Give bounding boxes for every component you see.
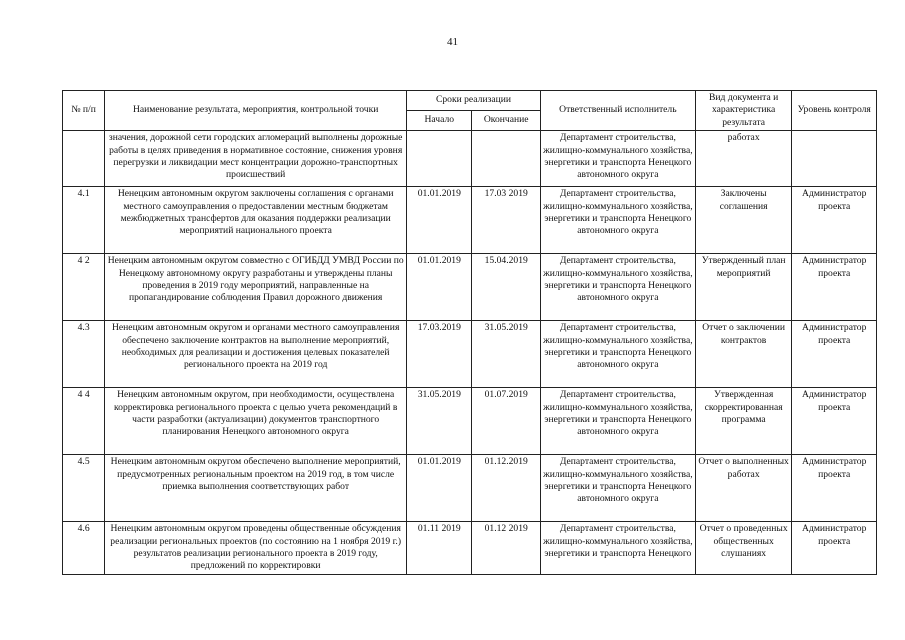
cell-doc: Утвержденный план мероприятий xyxy=(695,254,792,321)
cell-name: Ненецким автономным округом, при необходимости, осуществлена корректировка регионального проекта с целью учета рекомендаций в части разработки (актуализации) документов транспортного планирования Ненецкого автономного округа xyxy=(105,388,407,455)
cell-end: 01.07.2019 xyxy=(472,388,540,455)
table-row xyxy=(63,187,877,254)
table-header xyxy=(63,91,877,131)
cell-doc: Отчет о проведенных общественных слушаниях xyxy=(695,522,792,575)
cell-responsible: Департамент строительства, жилищно-коммунального хозяйства, энергетики и транспорта Ненецкого автономного округа xyxy=(540,321,695,388)
cell-start xyxy=(407,131,472,187)
cell-doc: работах xyxy=(695,131,792,187)
cell-num: 4 4 xyxy=(63,388,105,455)
cell-num: 4.6 xyxy=(63,522,105,575)
cell-start: 01.11 2019 xyxy=(407,522,472,575)
header-period: Сроки реализации xyxy=(407,91,541,111)
cell-name: Ненецким автономным округом проведены общественные обсуждения реализации региональных проектов (по состоянию на 1 ноября 2019 г.) результатов реализации регионального проекта в 2019 году, предложений по корректировки xyxy=(105,522,407,575)
cell-end: 31.05.2019 xyxy=(472,321,540,388)
header-name: Наименование результата, мероприятия, контрольной точки xyxy=(105,91,407,131)
cell-responsible: Департамент строительства, жилищно-коммунального хозяйства, энергетики и транспорта Ненецкого автономного округа xyxy=(540,254,695,321)
cell-num: 4 2 xyxy=(63,254,105,321)
cell-num xyxy=(63,131,105,187)
header-responsible: Ответственный исполнитель xyxy=(540,91,695,131)
table-row xyxy=(63,455,877,522)
table-row xyxy=(63,321,877,388)
cell-num: 4.3 xyxy=(63,321,105,388)
cell-start: 31.05.2019 xyxy=(407,388,472,455)
cell-start: 01.01.2019 xyxy=(407,455,472,522)
cell-name: Ненецким автономным округом и органами местного самоуправления обеспечено заключение контрактов на выполнение мероприятий, необходимых для реализации и достижения целевых показателей регионального проекта на 2019 год xyxy=(105,321,407,388)
table-row xyxy=(63,388,877,455)
page-number: 41 xyxy=(447,36,458,48)
cell-responsible: Департамент строительства, жилищно-коммунального хозяйства, энергетики и транспорта Ненецкого xyxy=(540,522,695,575)
cell-start: 01.01.2019 xyxy=(407,254,472,321)
table-row-continuation xyxy=(63,131,877,187)
cell-end: 01.12 2019 xyxy=(472,522,540,575)
cell-doc: Утвержденная скорректированная программа xyxy=(695,388,792,455)
cell-end: 15.04.2019 xyxy=(472,254,540,321)
table-row xyxy=(63,522,877,575)
cell-name: Ненецким автономным округом заключены соглашения с органами местного самоуправления о предоставлении местным бюджетам межбюджетных трансфертов для оказания поддержки реализации мероприятий национального проекта xyxy=(105,187,407,254)
cell-doc: Отчет о выполненных работах xyxy=(695,455,792,522)
cell-level: Администратор проекта xyxy=(792,522,877,575)
cell-name: Ненецким автономным округом совместно с ОГИБДД УМВД России по Ненецкому автономному округу разработаны и утверждены планы проведения в 2019 году мероприятий, направленные на пропагандирование соблюдения Правил дорожного движения xyxy=(105,254,407,321)
cell-num: 4.1 xyxy=(63,187,105,254)
table-row xyxy=(63,254,877,321)
cell-end: 01.12.2019 xyxy=(472,455,540,522)
cell-level xyxy=(792,131,877,187)
header-num: № п/п xyxy=(63,91,105,131)
cell-name: значения, дорожной сети городских агломераций выполнены дорожные работы в целях приведения в нормативное состояние, снижения уровня перегрузки и ликвидации мест концентрации дорожно-транспортных происшествий xyxy=(105,131,407,187)
cell-end xyxy=(472,131,540,187)
cell-start: 01.01.2019 xyxy=(407,187,472,254)
cell-level: Администратор проекта xyxy=(792,388,877,455)
cell-name: Ненецким автономным округом обеспечено выполнение мероприятий, предусмотренных региональным проектом на 2019 год, в том числе приемка выполнения соответствующих работ xyxy=(105,455,407,522)
cell-level: Администратор проекта xyxy=(792,254,877,321)
cell-level: Администратор проекта xyxy=(792,321,877,388)
header-level: Уровень контроля xyxy=(792,91,877,131)
cell-end: 17.03 2019 xyxy=(472,187,540,254)
cell-num: 4.5 xyxy=(63,455,105,522)
cell-start: 17.03.2019 xyxy=(407,321,472,388)
cell-responsible: Департамент строительства, жилищно-коммунального хозяйства, энергетики и транспорта Ненецкого автономного округа xyxy=(540,131,695,187)
cell-responsible: Департамент строительства, жилищно-коммунального хозяйства, энергетики и транспорта Ненецкого автономного округа xyxy=(540,455,695,522)
cell-doc: Заключены соглашения xyxy=(695,187,792,254)
cell-responsible: Департамент строительства, жилищно-коммунального хозяйства, энергетики и транспорта Ненецкого автономного округа xyxy=(540,388,695,455)
cell-level: Администратор проекта xyxy=(792,187,877,254)
header-start: Начало xyxy=(407,111,472,131)
cell-doc: Отчет о заключении контрактов xyxy=(695,321,792,388)
cell-level: Администратор проекта xyxy=(792,455,877,522)
cell-responsible: Департамент строительства, жилищно-коммунального хозяйства, энергетики и транспорта Ненецкого автономного округа xyxy=(540,187,695,254)
roadmap-table xyxy=(62,90,877,575)
header-doc: Вид документа и характеристика результата xyxy=(695,91,792,131)
header-end: Окончание xyxy=(472,111,540,131)
